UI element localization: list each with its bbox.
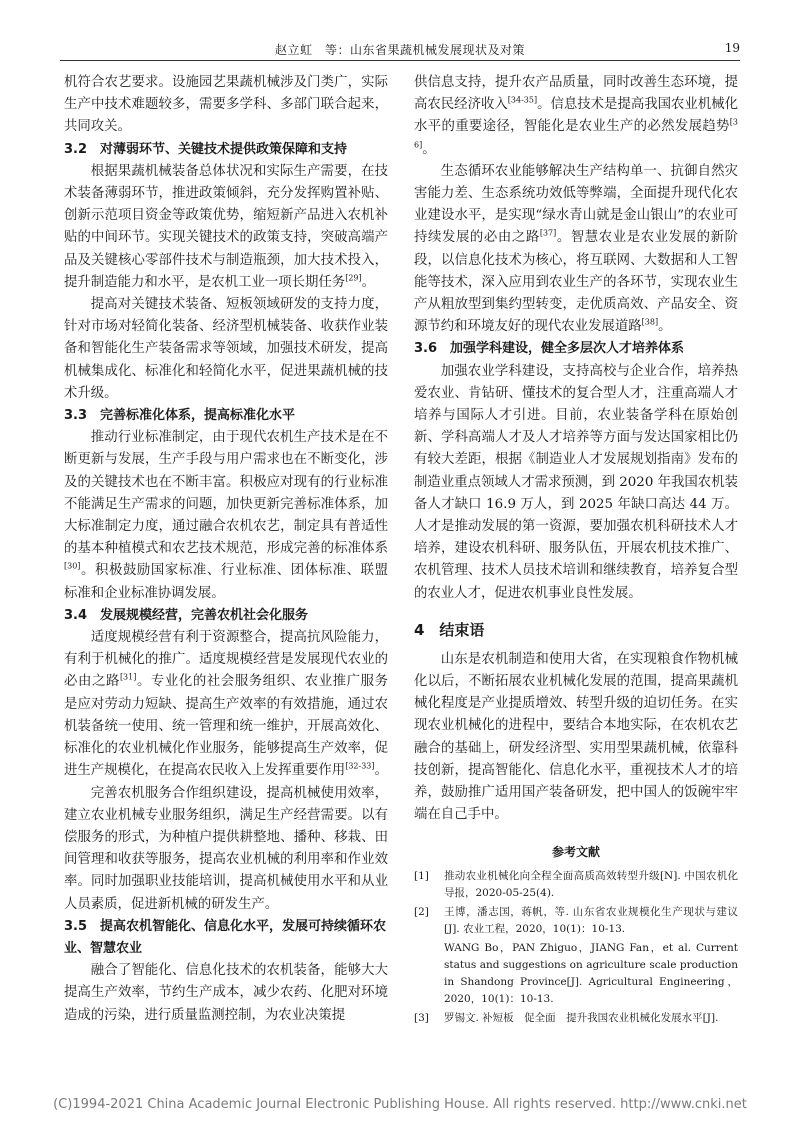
paragraph-text: 。	[658, 319, 672, 335]
references-list	[414, 868, 738, 1027]
section-heading-3-6: 3.6 加强学科建设，健全多层次人才培养体系	[414, 341, 685, 357]
paragraph-text: 。	[374, 763, 388, 779]
citation: [36]	[414, 117, 738, 150]
citation: [37]	[539, 228, 557, 238]
citation: [38]	[641, 317, 659, 327]
references-title: 参考文献	[551, 844, 600, 859]
paragraph: 加强农业学科建设，支持高校与企业合作，培养热爱农业、肯钻研、懂技术的复合型人才，注重高端人才培养与国际人才引进。目前，农业装备学科在原始创新、学科高端人才及人才培养等方面与发达国家相比仍有较大差距，根据《制造业人才发展规划指南》发布的制造业重点领域人才需求预测，到 2020 年我国农机装备人才缺口 16.9 万人，到 2025 年缺口高达 44 万。人才是推动发展的第一资源，要加强农机科研技术人才培养，建设农机科研、服务队伍，开展农机技术推广、农机管理、技术人员技术培训和继续教育，培养复合型的农业人才，促进农机事业良性发展。	[414, 363, 738, 601]
reference-item	[414, 940, 738, 1008]
citation: [30]	[64, 562, 81, 571]
left-column	[64, 72, 388, 1027]
paragraph-text: 供信息支持，提升农产品质量，同时改善生态环境，提高农民经济收入	[414, 75, 738, 113]
reference-item	[414, 904, 738, 938]
section-heading-4: 4 结束语	[414, 620, 485, 639]
citation: [34-35]	[507, 95, 538, 105]
right-column	[414, 72, 738, 1029]
reference-item	[414, 1010, 738, 1027]
citation: [32-33]	[345, 761, 375, 771]
page-number: 19	[724, 41, 740, 55]
paragraph	[64, 627, 388, 782]
citation: [31]	[119, 673, 137, 683]
paragraph: 山东是农机制造和使用大省，在实现粮食作物机械化以后，不断拓展农业机械化发展的范围，提高果蔬机械化程度是产业提质增效、转型升级的迫切任务。在实现农业机械化的进程中，要结合本地实际，在农机农艺融合的基础上，研发经济型、实用型果蔬机械，依靠科技创新，提高智能化、信息化水平，重视技术人才的培养，鼓励推广适用国产装备研发，把中国人的饭碗牢牢端在自己手中。	[414, 651, 738, 823]
paragraph	[64, 427, 388, 605]
paragraph	[64, 161, 388, 294]
reference-number: [3]	[414, 1011, 429, 1024]
paragraph-text: 。智慧农业是农业发展的新阶段，以信息化技术为核心，将互联网、大数据和人工智能等技术，深入应用到农业生产的各环节，实现农业生产从粗放型到集约型转变，走优质高效、产品安全、资源节约和环境友好的现代农业发展道路	[414, 230, 738, 335]
paragraph: 提高对关键技术装备、短板领域研发的支持力度，针对市场对轻简化装备、经济型机械装备、收获作业装备和智能化生产装备需求等领域，加强技术研发，提高机械集成化、标准化和轻简化水平，促进果蔬机械的技术升级。	[64, 297, 388, 401]
paragraph	[414, 72, 738, 161]
paragraph: 机符合农艺要求。设施园艺果蔬机械涉及门类广，实际生产中技术难题较多，需要多学科、多部门联合起来，共同攻关。	[64, 75, 388, 135]
paragraph-text: 适度规模经营有利于资源整合，提高抗风险能力，有利于机械化的推广。适度规模经营是发展现代农业的必由之路	[64, 630, 388, 690]
page-header	[60, 38, 740, 61]
paragraph-text: 。积极鼓励国家标准、行业标准、团体标准、联盟标准和企业标准协调发展。	[64, 563, 388, 601]
paragraph-text: 生态循环农业能够解决生产结构单一、抗御自然灾害能力差、生态系统功效低等弊端，全面提升现代化农业建设水平，是实现“绿水青山就是金山银山”的农业可持续发展的必由之路	[414, 163, 738, 246]
citation: [29]	[345, 273, 362, 283]
reference-text: 罗锡文. 补短板 促全面 提升我国农业机械化发展水平[J].	[444, 1011, 719, 1024]
paragraph: 完善农机服务合作组织建设，提高机械使用效率，建立农业机械专业服务组织，满足生产经营需要。以有偿服务的形式，为种植户提供耕整地、播种、移栽、田间管理和收获等服务，提高农业机械的利用率和作业效率。同时加强职业技能培训，提高机械使用水平和从业人员素质，促进新机械的研发生产。	[64, 785, 388, 912]
reference-text: WANG Bo，PAN Zhiguo，JIANG Fan，et al. Current status and suggestions on agriculture scale production in Shandong Province[J]. Agricultural Engineering，2020，10(1)：10-13.	[444, 941, 738, 1005]
section-heading-3-3: 3.3 完善标准化体系，提高标准化水平	[64, 408, 296, 424]
reference-text: 推动农业机械化向全程全面高质高效转型升级[N]. 中国农机化导报，2020-05-25(4).	[444, 869, 738, 899]
paragraph-text: 。信息技术是提高我国农业机械化水平的重要途径，智能化是农业生产的必然发展趋势	[414, 97, 739, 135]
paragraph-text: 根据果蔬机械装备总体状况和实际生产需要，在技术装备薄弱环节，推进政策倾斜，充分发挥购置补贴、创新示范项目资金等政策优势，缩短新产品进入农机补贴的中间环节。实现关键技术的政策支持，突破高端产品及关键核心零部件技术与制造瓶颈，加大技术投入，提升制造能力和水平，是农机工业一项长期任务	[64, 163, 388, 290]
paragraph	[414, 161, 738, 339]
reference-number: [2]	[414, 905, 429, 918]
paragraph-text: 。	[422, 141, 436, 157]
reference-number	[414, 940, 444, 1008]
copyright-footer: (C)1994-2021 China Academic Journal Electronic Publishing House. All rights reserved. http://www.cnki.net	[53, 1097, 747, 1112]
reference-item	[414, 868, 738, 902]
reference-text: 王博，潘志国，蒋帆，等. 山东省农业规模化生产现状与建议[J]. 农业工程，2020，10(1)：10-13.	[444, 905, 738, 935]
section-heading-3-5: 3.5 提高农机智能化、信息化水平，发展可持续循环农业、智慧农业	[64, 918, 387, 956]
paragraph-text: 。	[361, 274, 376, 290]
section-heading-3-4: 3.4 发展规模经营，完善农机社会化服务	[64, 607, 309, 623]
paragraph-text: 。专业化的社会服务组织、农业推广服务是应对劳动力短缺、提高生产效率的有效措施，通过农机装备统一使用、统一管理和统一维护，开展高效化、标准化的农业机械化作业服务，能够提高生产效率，促进生产规模化，在提高农民收入上发挥重要作用	[64, 674, 389, 779]
running-title: 赵立虹 等：山东省果蔬机械发展现状及对策	[274, 43, 525, 57]
section-heading-3-2: 3.2 对薄弱环节、关键技术提供政策保障和支持	[64, 141, 348, 157]
paragraph: 融合了智能化、信息化技术的农机装备，能够大大提高生产效率，节约生产成本，减少农药、化肥对环境造成的污染，进行质量监测控制，为农业决策提	[64, 963, 388, 1023]
reference-number: [1]	[414, 869, 429, 882]
paragraph-text: 推动行业标准制定，由于现代农机生产技术是在不断更新与发展，生产手段与用户需求也在不断变化，涉及的关键技术也在不断丰富。积极应对现有的行业标准不能满足生产需求的问题，加快更新完善标准体系，加大标准制定力度，通过融合农机农艺，制定具有普适性的基本种植模式和农艺技术规范，形成完善的标准体系	[64, 430, 388, 557]
